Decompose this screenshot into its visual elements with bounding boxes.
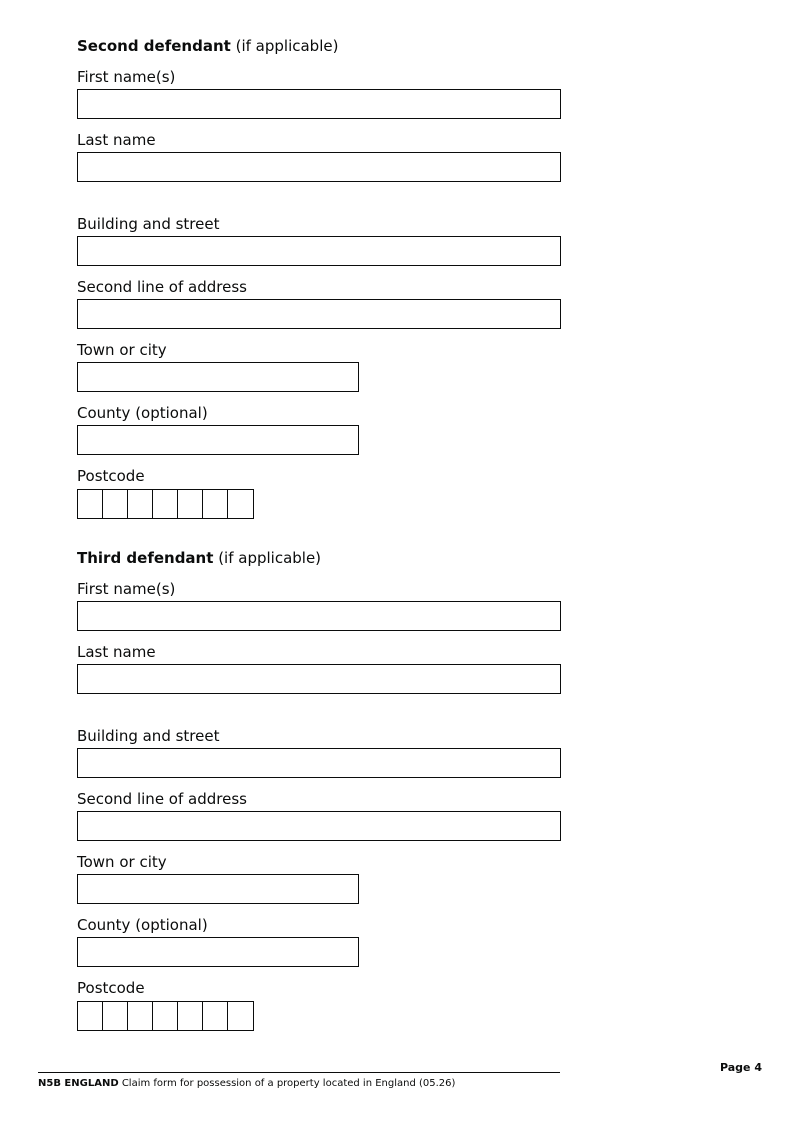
third-defendant-heading bbox=[77, 549, 321, 567]
second-last-name-input[interactable] bbox=[77, 152, 561, 182]
second-postcode-char-2[interactable] bbox=[102, 489, 129, 519]
second-county-input[interactable] bbox=[77, 425, 359, 455]
third-address2-field bbox=[77, 790, 561, 841]
second-last-name-field bbox=[77, 131, 561, 182]
third-postcode-boxes bbox=[77, 1001, 254, 1031]
second-postcode-char-7[interactable] bbox=[227, 489, 254, 519]
second-first-name-field bbox=[77, 68, 561, 119]
footer-form-title: Claim form for possession of a property located in England (05.26) bbox=[121, 1078, 456, 1089]
footer-divider bbox=[38, 1072, 560, 1073]
second-first-name-input[interactable] bbox=[77, 89, 561, 119]
second-defendant-heading bbox=[77, 37, 338, 55]
second-town-input[interactable] bbox=[77, 362, 359, 392]
second-postcode-char-4[interactable] bbox=[152, 489, 179, 519]
third-last-name-input[interactable] bbox=[77, 664, 561, 694]
second-address2-input[interactable] bbox=[77, 299, 561, 329]
third-first-name-field bbox=[77, 580, 561, 631]
third-postcode-char-2[interactable] bbox=[102, 1001, 129, 1031]
third-defendant-section bbox=[77, 549, 561, 1039]
second-building-field bbox=[77, 215, 561, 266]
third-postcode-field bbox=[77, 979, 254, 1031]
third-town-field bbox=[77, 853, 359, 904]
second-building-label: Building and street bbox=[77, 215, 220, 233]
third-last-name-label: Last name bbox=[77, 643, 156, 661]
footer-form-reference bbox=[38, 1078, 455, 1090]
footer-form-code: N5B ENGLAND bbox=[38, 1078, 119, 1089]
second-postcode-char-1[interactable] bbox=[77, 489, 104, 519]
second-postcode-label: Postcode bbox=[77, 467, 145, 485]
third-address2-label: Second line of address bbox=[77, 790, 247, 808]
second-defendant-section bbox=[77, 37, 561, 527]
second-town-field bbox=[77, 341, 359, 392]
third-building-label: Building and street bbox=[77, 727, 220, 745]
second-postcode-char-5[interactable] bbox=[177, 489, 204, 519]
second-town-label: Town or city bbox=[77, 341, 167, 359]
third-town-label: Town or city bbox=[77, 853, 167, 871]
second-address2-field bbox=[77, 278, 561, 329]
third-postcode-char-6[interactable] bbox=[202, 1001, 229, 1031]
second-building-input[interactable] bbox=[77, 236, 561, 266]
third-postcode-char-4[interactable] bbox=[152, 1001, 179, 1031]
third-town-input[interactable] bbox=[77, 874, 359, 904]
second-county-label: County (optional) bbox=[77, 404, 208, 422]
third-postcode-char-1[interactable] bbox=[77, 1001, 104, 1031]
third-postcode-label: Postcode bbox=[77, 979, 145, 997]
second-address2-label: Second line of address bbox=[77, 278, 247, 296]
third-county-field bbox=[77, 916, 359, 967]
third-first-name-input[interactable] bbox=[77, 601, 561, 631]
page-number: Page 4 bbox=[719, 1061, 762, 1074]
third-building-field bbox=[77, 727, 561, 778]
third-address2-input[interactable] bbox=[77, 811, 561, 841]
third-county-input[interactable] bbox=[77, 937, 359, 967]
second-postcode-field bbox=[77, 467, 254, 519]
second-postcode-char-3[interactable] bbox=[127, 489, 154, 519]
second-defendant-heading-strong: Second defendant bbox=[77, 37, 231, 55]
second-postcode-char-6[interactable] bbox=[202, 489, 229, 519]
third-building-input[interactable] bbox=[77, 748, 561, 778]
second-postcode-boxes bbox=[77, 489, 254, 519]
third-postcode-char-7[interactable] bbox=[227, 1001, 254, 1031]
third-last-name-field bbox=[77, 643, 561, 694]
third-first-name-label: First name(s) bbox=[77, 580, 176, 598]
third-defendant-heading-suffix: (if applicable) bbox=[218, 549, 322, 567]
third-county-label: County (optional) bbox=[77, 916, 208, 934]
second-last-name-label: Last name bbox=[77, 131, 156, 149]
second-first-name-label: First name(s) bbox=[77, 68, 176, 86]
third-postcode-char-3[interactable] bbox=[127, 1001, 154, 1031]
second-county-field bbox=[77, 404, 359, 455]
second-defendant-heading-suffix: (if applicable) bbox=[235, 37, 339, 55]
third-defendant-heading-strong: Third defendant bbox=[77, 549, 214, 567]
third-postcode-char-5[interactable] bbox=[177, 1001, 204, 1031]
